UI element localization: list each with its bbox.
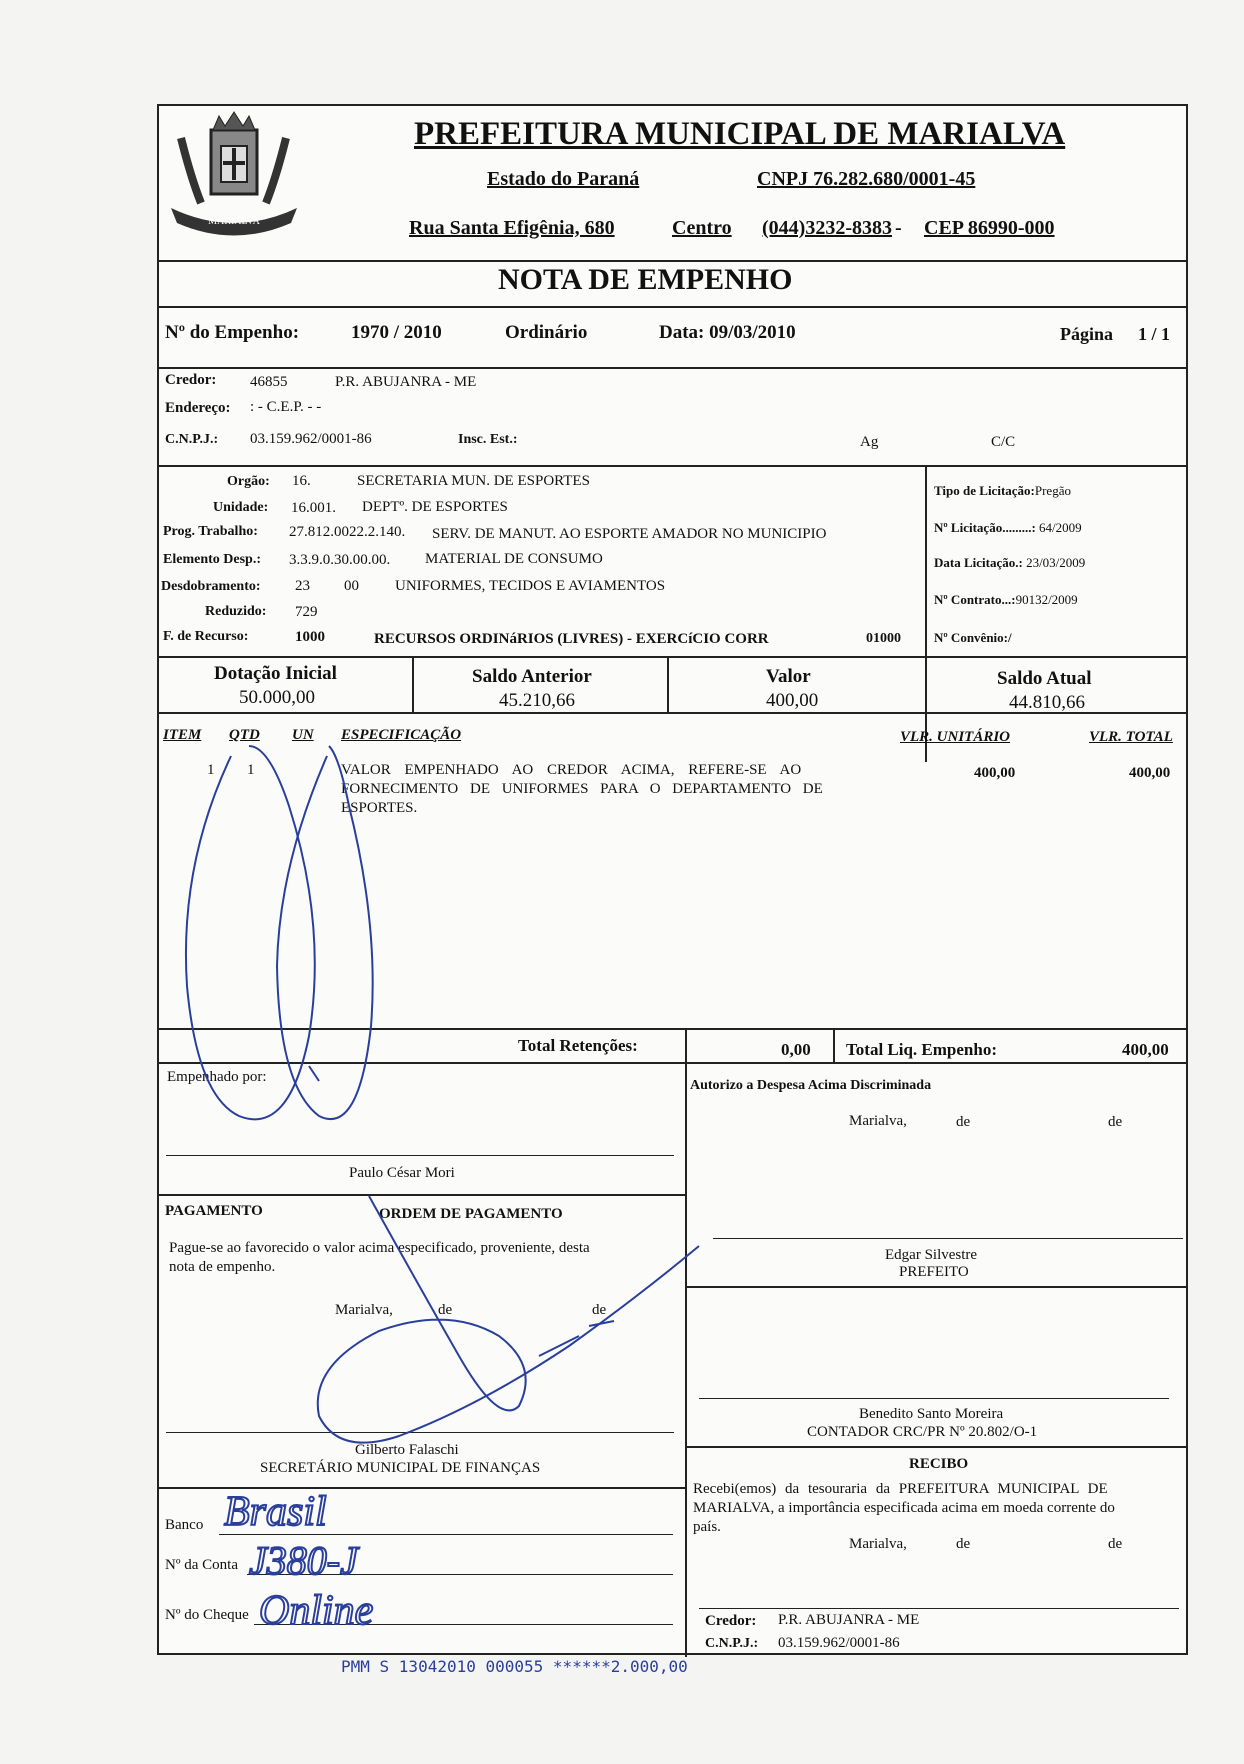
saldo-anterior-value: 45.210,66 bbox=[499, 690, 575, 711]
recibo-cnpj-label: C.N.P.J.: bbox=[705, 1636, 759, 1651]
unidade-name: DEPTº. DE ESPORTES bbox=[362, 499, 508, 515]
insc-label: Insc. Est.: bbox=[458, 432, 518, 447]
rec-de1: de bbox=[956, 1536, 971, 1552]
liq-empenho-label: Total Liq. Empenho: bbox=[846, 1040, 997, 1059]
pag-marialva: Marialva, bbox=[335, 1302, 393, 1318]
desdob-code2: 00 bbox=[344, 578, 359, 594]
empenho-document bbox=[157, 104, 1188, 1655]
pague-line1: Pague-se ao favorecido o valor acima especificado, proveniente, desta bbox=[169, 1240, 590, 1256]
row-qtd: 1 bbox=[247, 762, 255, 778]
recibo-cnpj-value: 03.159.962/0001-86 bbox=[778, 1635, 900, 1651]
signature-strokes bbox=[159, 106, 1190, 1657]
row-total: 400,00 bbox=[1129, 765, 1171, 781]
unidade-label: Unidade: bbox=[213, 500, 269, 515]
credor-name: P.R. ABUJANRA - ME bbox=[335, 374, 477, 390]
row-unit: 400,00 bbox=[974, 765, 1016, 781]
prog-label: Prog. Trabalho: bbox=[163, 524, 258, 539]
endereco-value: : - C.E.P. - - bbox=[250, 399, 322, 415]
header-phone: (044)3232-8383 bbox=[762, 217, 892, 239]
col-vlr-total: VLR. TOTAL bbox=[1089, 729, 1173, 745]
header-district: Centro bbox=[672, 217, 732, 239]
cnpj-value: 03.159.962/0001-86 bbox=[250, 431, 372, 447]
svg-text:MARIALVA: MARIALVA bbox=[208, 216, 260, 227]
cash-register-stamp: PMM S 13042010 000055 ******2.000,00 bbox=[341, 1657, 688, 1676]
dotacao-label: Dotação Inicial bbox=[214, 663, 337, 684]
orgao-label: Orgão: bbox=[227, 474, 270, 489]
unidade-code: 16.001. bbox=[291, 500, 336, 516]
elemento-label: Elemento Desp.: bbox=[163, 552, 261, 567]
orgao-code: 16. bbox=[292, 473, 311, 489]
valor-value: 400,00 bbox=[766, 690, 819, 711]
header-dash: - bbox=[895, 217, 902, 239]
empenhado-name: Paulo César Mori bbox=[349, 1165, 455, 1181]
rec-marialva: Marialva, bbox=[849, 1536, 907, 1552]
pague-line2: nota de empenho. bbox=[169, 1259, 276, 1275]
col-qtd: QTD bbox=[229, 727, 260, 743]
pagamento-title: PAGAMENTO bbox=[165, 1203, 263, 1219]
valor-label: Valor bbox=[766, 666, 811, 687]
recibo-line2: MARIALVA, a importância especificada acima em moeda corrente do bbox=[693, 1500, 1115, 1516]
recibo-title: RECIBO bbox=[909, 1456, 969, 1472]
saldo-atual-value: 44.810,66 bbox=[1009, 692, 1085, 713]
col-item: ITEM bbox=[163, 727, 202, 743]
banco-label: Banco bbox=[165, 1517, 204, 1533]
desdob-code1: 23 bbox=[295, 578, 310, 594]
doc-title: NOTA DE EMPENHO bbox=[498, 263, 793, 296]
reduzido-label: Reduzido: bbox=[205, 604, 267, 619]
header-cep: CEP 86990-000 bbox=[924, 217, 1055, 239]
desdob-label: Desdobramento: bbox=[161, 579, 261, 594]
empenho-label: Nº do Empenho: bbox=[165, 322, 300, 343]
svg-text:J380-J: J380-J bbox=[249, 1538, 358, 1583]
orgao-name: SECRETARIA MUN. DE ESPORTES bbox=[357, 473, 590, 489]
elemento-name: MATERIAL DE CONSUMO bbox=[425, 551, 603, 567]
pag-de1: de bbox=[438, 1302, 453, 1318]
empenho-type: Ordinário bbox=[505, 322, 588, 343]
recibo-credor-name: P.R. ABUJANRA - ME bbox=[778, 1612, 920, 1628]
svg-text:Online: Online bbox=[259, 1588, 374, 1634]
aut-de2: de bbox=[1108, 1114, 1123, 1130]
endereco-label: Endereço: bbox=[165, 400, 231, 416]
conta-label: Nº da Conta bbox=[165, 1557, 238, 1573]
liq-empenho-value: 400,00 bbox=[1122, 1040, 1169, 1059]
prefeito-title: PREFEITO bbox=[899, 1264, 969, 1280]
dotacao-value: 50.000,00 bbox=[239, 687, 315, 708]
pag-de2: de bbox=[592, 1302, 607, 1318]
credor-code: 46855 bbox=[250, 374, 288, 390]
aut-de1: de bbox=[956, 1114, 971, 1130]
header-cnpj: CNPJ 76.282.680/0001-45 bbox=[757, 168, 976, 190]
svg-text:Brasil: Brasil bbox=[224, 1489, 327, 1535]
recibo-line1: Recebi(emos) da tesouraria da PREFEITURA MUNICIPAL DE bbox=[693, 1481, 1108, 1497]
col-vlr-unitario: VLR. UNITÁRIO bbox=[900, 729, 1011, 745]
cheque-label: Nº do Cheque bbox=[165, 1607, 249, 1623]
desdob-name: UNIFORMES, TECIDOS E AVIAMENTOS bbox=[395, 578, 666, 594]
credor-label: Credor: bbox=[165, 372, 217, 388]
secretario-name: Gilberto Falaschi bbox=[355, 1442, 459, 1458]
recurso-code: 1000 bbox=[295, 629, 325, 645]
row-spec-line3: ESPORTES. bbox=[341, 800, 418, 816]
empenho-number: 1970 / 2010 bbox=[351, 322, 442, 343]
elemento-code: 3.3.9.0.30.00.00. bbox=[289, 552, 391, 568]
recurso-name: RECURSOS ORDINáRIOS (LIVRES) - EXERCíCIO CORR bbox=[374, 631, 769, 647]
rec-de2: de bbox=[1108, 1536, 1123, 1552]
recibo-line3: país. bbox=[693, 1519, 721, 1535]
handwritten-cheque bbox=[254, 1576, 474, 1636]
saldo-atual-label: Saldo Atual bbox=[997, 668, 1092, 689]
recibo-credor-label: Credor: bbox=[705, 1613, 757, 1629]
retencoes-value: 0,00 bbox=[781, 1040, 811, 1059]
contador-title: CONTADOR CRC/PR Nº 20.802/O-1 bbox=[807, 1424, 1038, 1440]
ordem-pagamento-title: ORDEM DE PAGAMENTO bbox=[379, 1206, 563, 1222]
ag-label: Ag bbox=[860, 434, 879, 450]
prefeito-name: Edgar Silvestre bbox=[885, 1247, 978, 1263]
contador-name: Benedito Santo Moreira bbox=[859, 1406, 1004, 1422]
header-state: Estado do Paraná bbox=[487, 168, 640, 190]
header-title: PREFEITURA MUNICIPAL DE MARIALVA bbox=[414, 116, 1066, 152]
aut-marialva: Marialva, bbox=[849, 1113, 907, 1129]
recurso-num: 01000 bbox=[866, 631, 901, 646]
cc-label: C/C bbox=[991, 434, 1016, 450]
header-address: Rua Santa Efigênia, 680 bbox=[409, 217, 615, 239]
row-spec-line2: FORNECIMENTO DE UNIFORMES PARA O DEPARTAMENTO DE bbox=[341, 781, 823, 797]
col-especificacao: ESPECIFICAÇÃO bbox=[341, 727, 462, 743]
prog-name: SERV. DE MANUT. AO ESPORTE AMADOR NO MUNICIPIO bbox=[432, 526, 827, 542]
page-label: Página bbox=[1060, 324, 1114, 344]
licitacao-date: Data Licitação.: 23/03/2009 bbox=[934, 555, 1086, 570]
page-number: 1 / 1 bbox=[1138, 324, 1171, 344]
row-item: 1 bbox=[207, 762, 215, 778]
cnpj-label: C.N.P.J.: bbox=[165, 432, 219, 447]
prog-code: 27.812.0022.2.140. bbox=[289, 524, 406, 540]
recurso-label: F. de Recurso: bbox=[163, 629, 249, 644]
row-spec-line1: VALOR EMPENHADO AO CREDOR ACIMA, REFERE-SE AO bbox=[341, 762, 802, 778]
secretario-title: SECRETÁRIO MUNICIPAL DE FINANÇAS bbox=[260, 1460, 541, 1476]
licitacao-number: Nº Licitação.........: 64/2009 bbox=[934, 520, 1082, 535]
autorizo-label: Autorizo a Despesa Acima Discriminada bbox=[690, 1078, 932, 1093]
reduzido-value: 729 bbox=[295, 604, 318, 620]
convenio-number: Nº Convênio:/ bbox=[934, 630, 1012, 645]
contrato-number: Nº Contrato...:90132/2009 bbox=[934, 592, 1078, 607]
retencoes-label: Total Retenções: bbox=[518, 1036, 638, 1055]
empenho-date: Data: 09/03/2010 bbox=[659, 322, 796, 343]
empenhado-label: Empenhado por: bbox=[167, 1069, 267, 1085]
licitacao-type: Tipo de Licitação:Pregão bbox=[934, 483, 1071, 498]
saldo-anterior-label: Saldo Anterior bbox=[472, 666, 592, 687]
col-un: UN bbox=[292, 727, 314, 743]
